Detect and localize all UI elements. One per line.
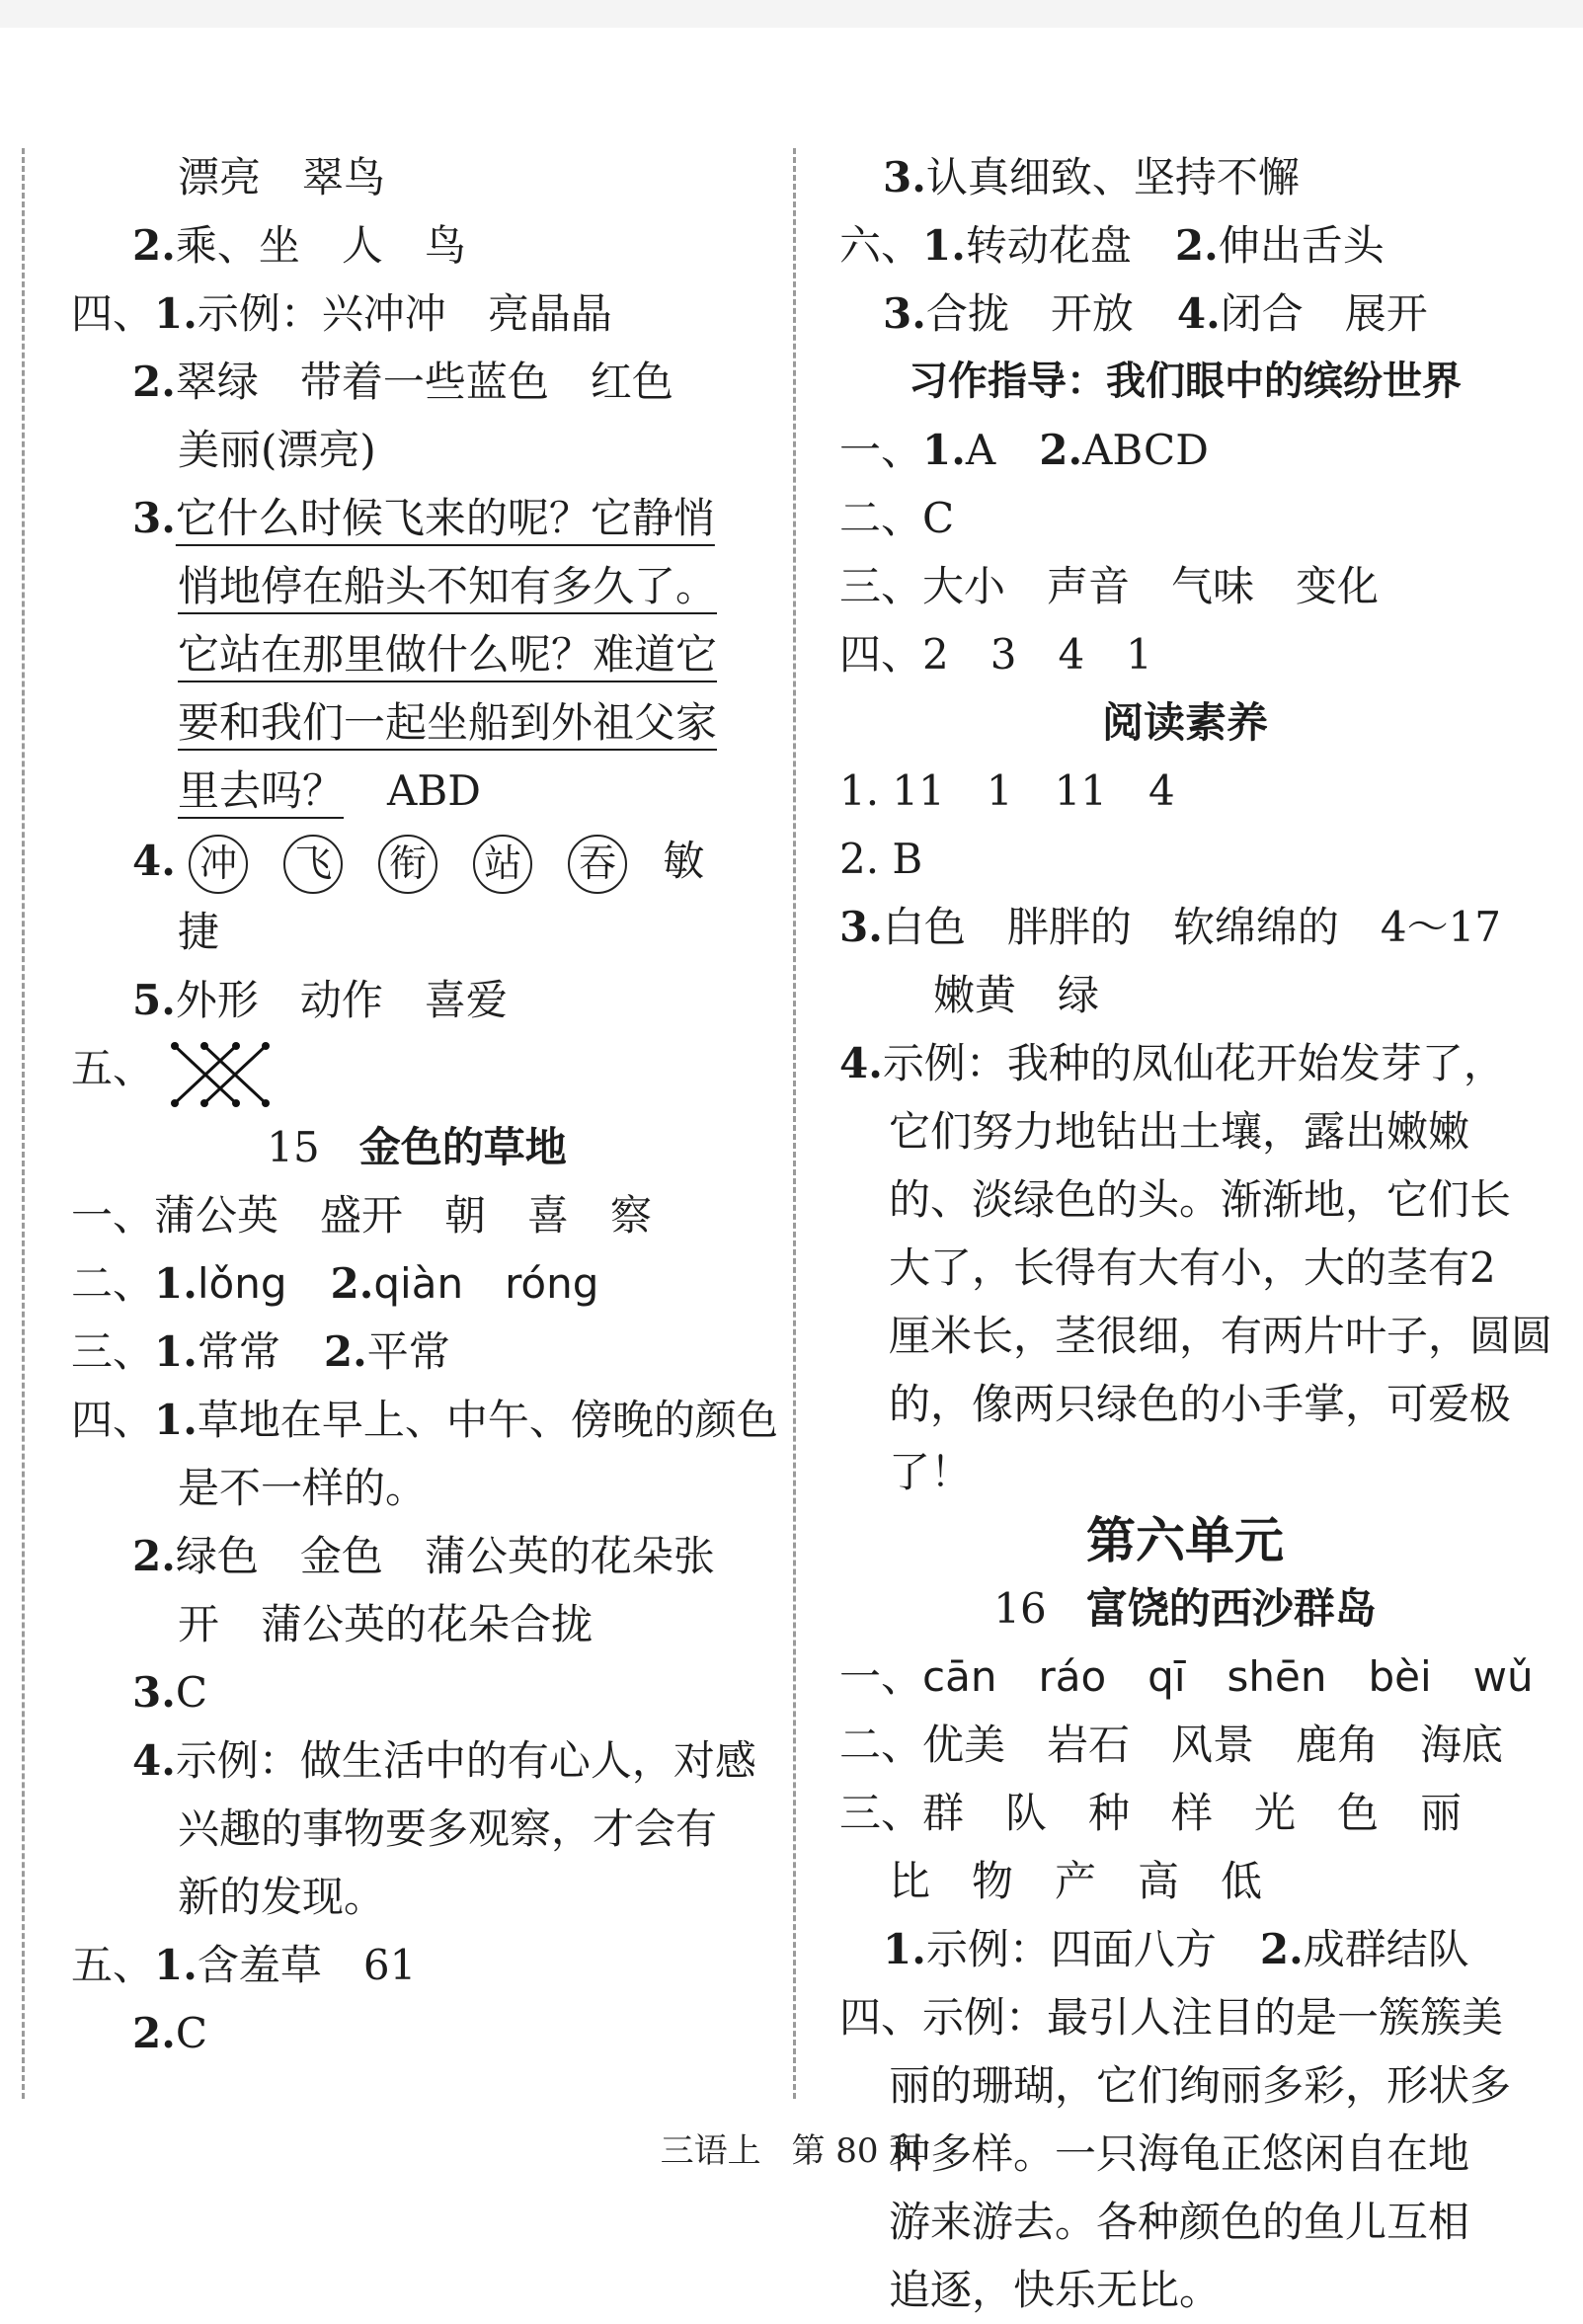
section-number: 一、	[839, 1652, 923, 1701]
circled-character: 站	[473, 835, 532, 894]
answer-text: 含羞草 61	[197, 1941, 417, 1989]
item-number: 3.	[883, 289, 926, 338]
item-number: 2.	[1174, 221, 1219, 270]
pinyin-answer: qiàn róng	[373, 1259, 599, 1308]
answer-line: 美丽(漂亮)	[178, 426, 376, 474]
underlined-text: 它站在那里做什么呢？难道它	[178, 630, 718, 679]
circled-character: 飞	[283, 835, 343, 894]
answer-line	[839, 211, 1531, 280]
answer-line	[71, 552, 762, 620]
matching-lines-diagram	[167, 1034, 276, 1113]
answer-text: 示例：兴冲冲 亮晶晶	[197, 289, 612, 338]
answer-line: 厘米长，茎很细，有两片叶子，圆圆	[889, 1312, 1553, 1360]
item-number: 1.	[922, 426, 966, 474]
answer-text: 示例：做生活中的有心人，对感	[175, 1736, 756, 1785]
section-number: 四、	[71, 289, 155, 338]
book-label: 三语上	[660, 2131, 761, 2171]
answer-text: ABCD	[1082, 426, 1209, 474]
answer-text: 示例：四面八方	[925, 1925, 1217, 1973]
right-column	[839, 143, 1553, 2324]
answer-text: 平常	[366, 1327, 450, 1376]
pinyin-answer: lǒng	[197, 1259, 287, 1308]
answer-line	[839, 143, 1531, 211]
answer-line: 比 物 产 高 低	[889, 1857, 1263, 1905]
section-number: 六、	[839, 221, 923, 270]
answer-line	[71, 1034, 762, 1113]
item-number: 4.	[1176, 289, 1221, 338]
answer-text: 伸出舌头	[1218, 221, 1385, 270]
answer-line	[71, 280, 762, 348]
answer-line	[839, 1915, 1531, 1983]
answer-line: 1. 11 1 11 4	[839, 766, 1175, 815]
answer-line: 三、群 队 种 样 光 色 丽	[839, 1789, 1463, 1837]
answer-line	[71, 825, 762, 898]
answer-line	[71, 966, 762, 1034]
section-number: 五、	[71, 1941, 155, 1989]
page-number: 第 80 页	[791, 2131, 923, 2171]
section-number: 四、	[71, 1396, 155, 1444]
column-divider	[793, 148, 796, 2099]
item-number: 2.	[1039, 426, 1083, 474]
answer-line	[71, 1318, 762, 1386]
left-margin-rule	[22, 148, 25, 2099]
circled-character: 吞	[568, 835, 627, 894]
item-number: 2.	[323, 1327, 367, 1376]
answer-line: 大了，长得有大有小，大的茎有2	[889, 1243, 1496, 1292]
answer-line: 它们努力地钻出土壤，露出嫩嫩	[889, 1107, 1470, 1156]
lesson-name: 富饶的西沙群岛	[1085, 1584, 1377, 1633]
answer-text: C	[175, 1668, 207, 1717]
answer-line	[71, 1999, 762, 2067]
answer-text: A	[965, 426, 996, 474]
answer-text: 乘、坐 人 鸟	[175, 221, 466, 270]
lesson-number: 15	[267, 1123, 320, 1171]
pinyin-answer: cān ráo qī shēn bèi wǔ	[922, 1652, 1534, 1701]
underlined-text: 悄地停在船头不知有多久了。	[178, 562, 718, 610]
answer-line: 种多样。一只海龟正悠闲自在地	[889, 2129, 1470, 2178]
answer-line	[71, 1522, 762, 1590]
section-title: 阅读素养	[1101, 698, 1268, 747]
answer-text: 白色 胖胖的 软绵绵的 4～17	[882, 903, 1502, 951]
answer-text: 合拢 开放	[925, 289, 1134, 338]
lesson-title	[839, 1574, 1531, 1643]
answer-line	[71, 211, 762, 280]
answer-line	[71, 348, 762, 416]
item-number: 1.	[154, 1327, 198, 1376]
answer-line	[71, 620, 762, 688]
answer-line: 2. B	[839, 835, 923, 883]
answer-line: 四、2 3 4 1	[839, 630, 1152, 679]
answer-line: 兴趣的事物要多观察，才会有	[178, 1804, 718, 1853]
item-number: 4.	[132, 1736, 176, 1785]
answer-text: 转动花盘	[965, 221, 1132, 270]
item-number: 1.	[154, 1941, 198, 1989]
answer-line: 丽的珊瑚，它们绚丽多彩，形状多	[889, 2061, 1512, 2110]
answer-text: 闭合 展开	[1220, 289, 1428, 338]
answer-line	[71, 757, 762, 825]
item-number: 2.	[132, 2009, 176, 2057]
section-number: 二、	[71, 1259, 155, 1308]
answer-text: 翠绿 带着一些蓝色 红色	[175, 358, 673, 406]
answer-text: 认真细致、坚持不懈	[925, 153, 1300, 201]
item-number: 3.	[883, 153, 926, 201]
answer-line	[839, 1029, 1531, 1097]
section-title: 习作指导：我们眼中的缤纷世界	[909, 359, 1462, 404]
answer-line: 嫩黄 绿	[933, 971, 1100, 1019]
item-number: 2.	[330, 1259, 374, 1308]
answer-line: 是不一样的。	[178, 1464, 428, 1512]
section-number: 三、	[71, 1327, 155, 1376]
item-number: 1.	[154, 289, 198, 338]
answer-line	[839, 416, 1531, 484]
underlined-text: 它什么时候飞来的呢？它静悄	[175, 494, 715, 542]
item-number: 4.	[132, 837, 176, 885]
answer-line	[839, 893, 1531, 961]
answer-line	[71, 1249, 762, 1318]
answer-line: 游来游去。各种颜色的鱼儿互相	[889, 2198, 1470, 2246]
item-number: 2.	[1259, 1925, 1304, 1973]
answer-text: 外形 动作 喜爱	[175, 976, 508, 1024]
item-number: 2.	[132, 1532, 176, 1580]
answer-text: ABD	[387, 766, 481, 815]
item-number: 1.	[883, 1925, 926, 1973]
answer-text: 常常	[197, 1327, 280, 1376]
underlined-text: 要和我们一起坐船到外祖父家	[178, 698, 718, 747]
answer-text: 成群结队	[1303, 1925, 1469, 1973]
answer-line: 捷	[178, 908, 220, 956]
answer-line	[71, 1658, 762, 1726]
lesson-name: 金色的草地	[358, 1123, 567, 1171]
answer-line	[71, 484, 762, 552]
item-number: 1.	[922, 221, 966, 270]
lesson-title	[71, 1113, 762, 1181]
answer-line	[71, 1726, 762, 1795]
answer-line: 的，像两只绿色的小手掌，可爱极	[889, 1380, 1512, 1428]
answer-line: 漂亮 翠鸟	[178, 153, 386, 201]
underlined-text: 里去吗？	[178, 766, 345, 815]
answer-line: 新的发现。	[178, 1873, 386, 1921]
answer-line: 开 蒲公英的花朵合拢	[178, 1600, 594, 1648]
page-footer	[0, 2124, 1583, 2172]
item-number: 3.	[132, 1668, 176, 1717]
item-number: 5.	[132, 976, 176, 1024]
item-number: 1.	[154, 1396, 198, 1444]
answer-line: 二、C	[839, 494, 955, 542]
answer-line	[71, 1931, 762, 1999]
answer-line	[71, 1386, 778, 1454]
item-number: 3.	[839, 903, 883, 951]
top-shade	[0, 0, 1583, 28]
answer-text: C	[175, 2009, 207, 2057]
answer-line: 二、优美 岩石 风景 鹿角 海底	[839, 1721, 1504, 1769]
lesson-number: 16	[993, 1584, 1047, 1633]
answer-line: 追逐，快乐无比。	[889, 2266, 1222, 2314]
item-number: 2.	[132, 358, 176, 406]
item-number: 4.	[839, 1039, 883, 1087]
item-number: 3.	[132, 494, 176, 542]
answer-line	[839, 1643, 1534, 1711]
answer-line: 三、大小 声音 气味 变化	[839, 562, 1380, 610]
circled-character: 衔	[378, 835, 437, 894]
section-number: 一、	[839, 426, 923, 474]
item-number: 2.	[132, 221, 176, 270]
answer-line: 一、蒲公英 盛开 朝 喜 察	[71, 1191, 653, 1240]
answer-text: 草地在早上、中午、傍晚的颜色	[197, 1396, 778, 1444]
answer-text: 示例：我种的凤仙花开始发芽了，	[882, 1039, 1505, 1087]
answer-line	[71, 688, 762, 757]
answer-line: 的、淡绿色的头。渐渐地，它们长	[889, 1175, 1512, 1224]
unit-title: 第六单元	[1086, 1511, 1284, 1569]
answer-text: 绿色 金色 蒲公英的花朵张	[175, 1532, 715, 1580]
answer-line: 了！	[889, 1448, 973, 1496]
left-column	[71, 143, 778, 2067]
answer-line: 四、示例：最引人注目的是一簇簇美	[839, 1993, 1504, 2042]
answer-text: 敏	[663, 837, 705, 885]
answer-line	[839, 280, 1531, 348]
section-number: 五、	[71, 1044, 155, 1092]
item-number: 1.	[154, 1259, 198, 1308]
circled-character: 冲	[189, 835, 248, 894]
